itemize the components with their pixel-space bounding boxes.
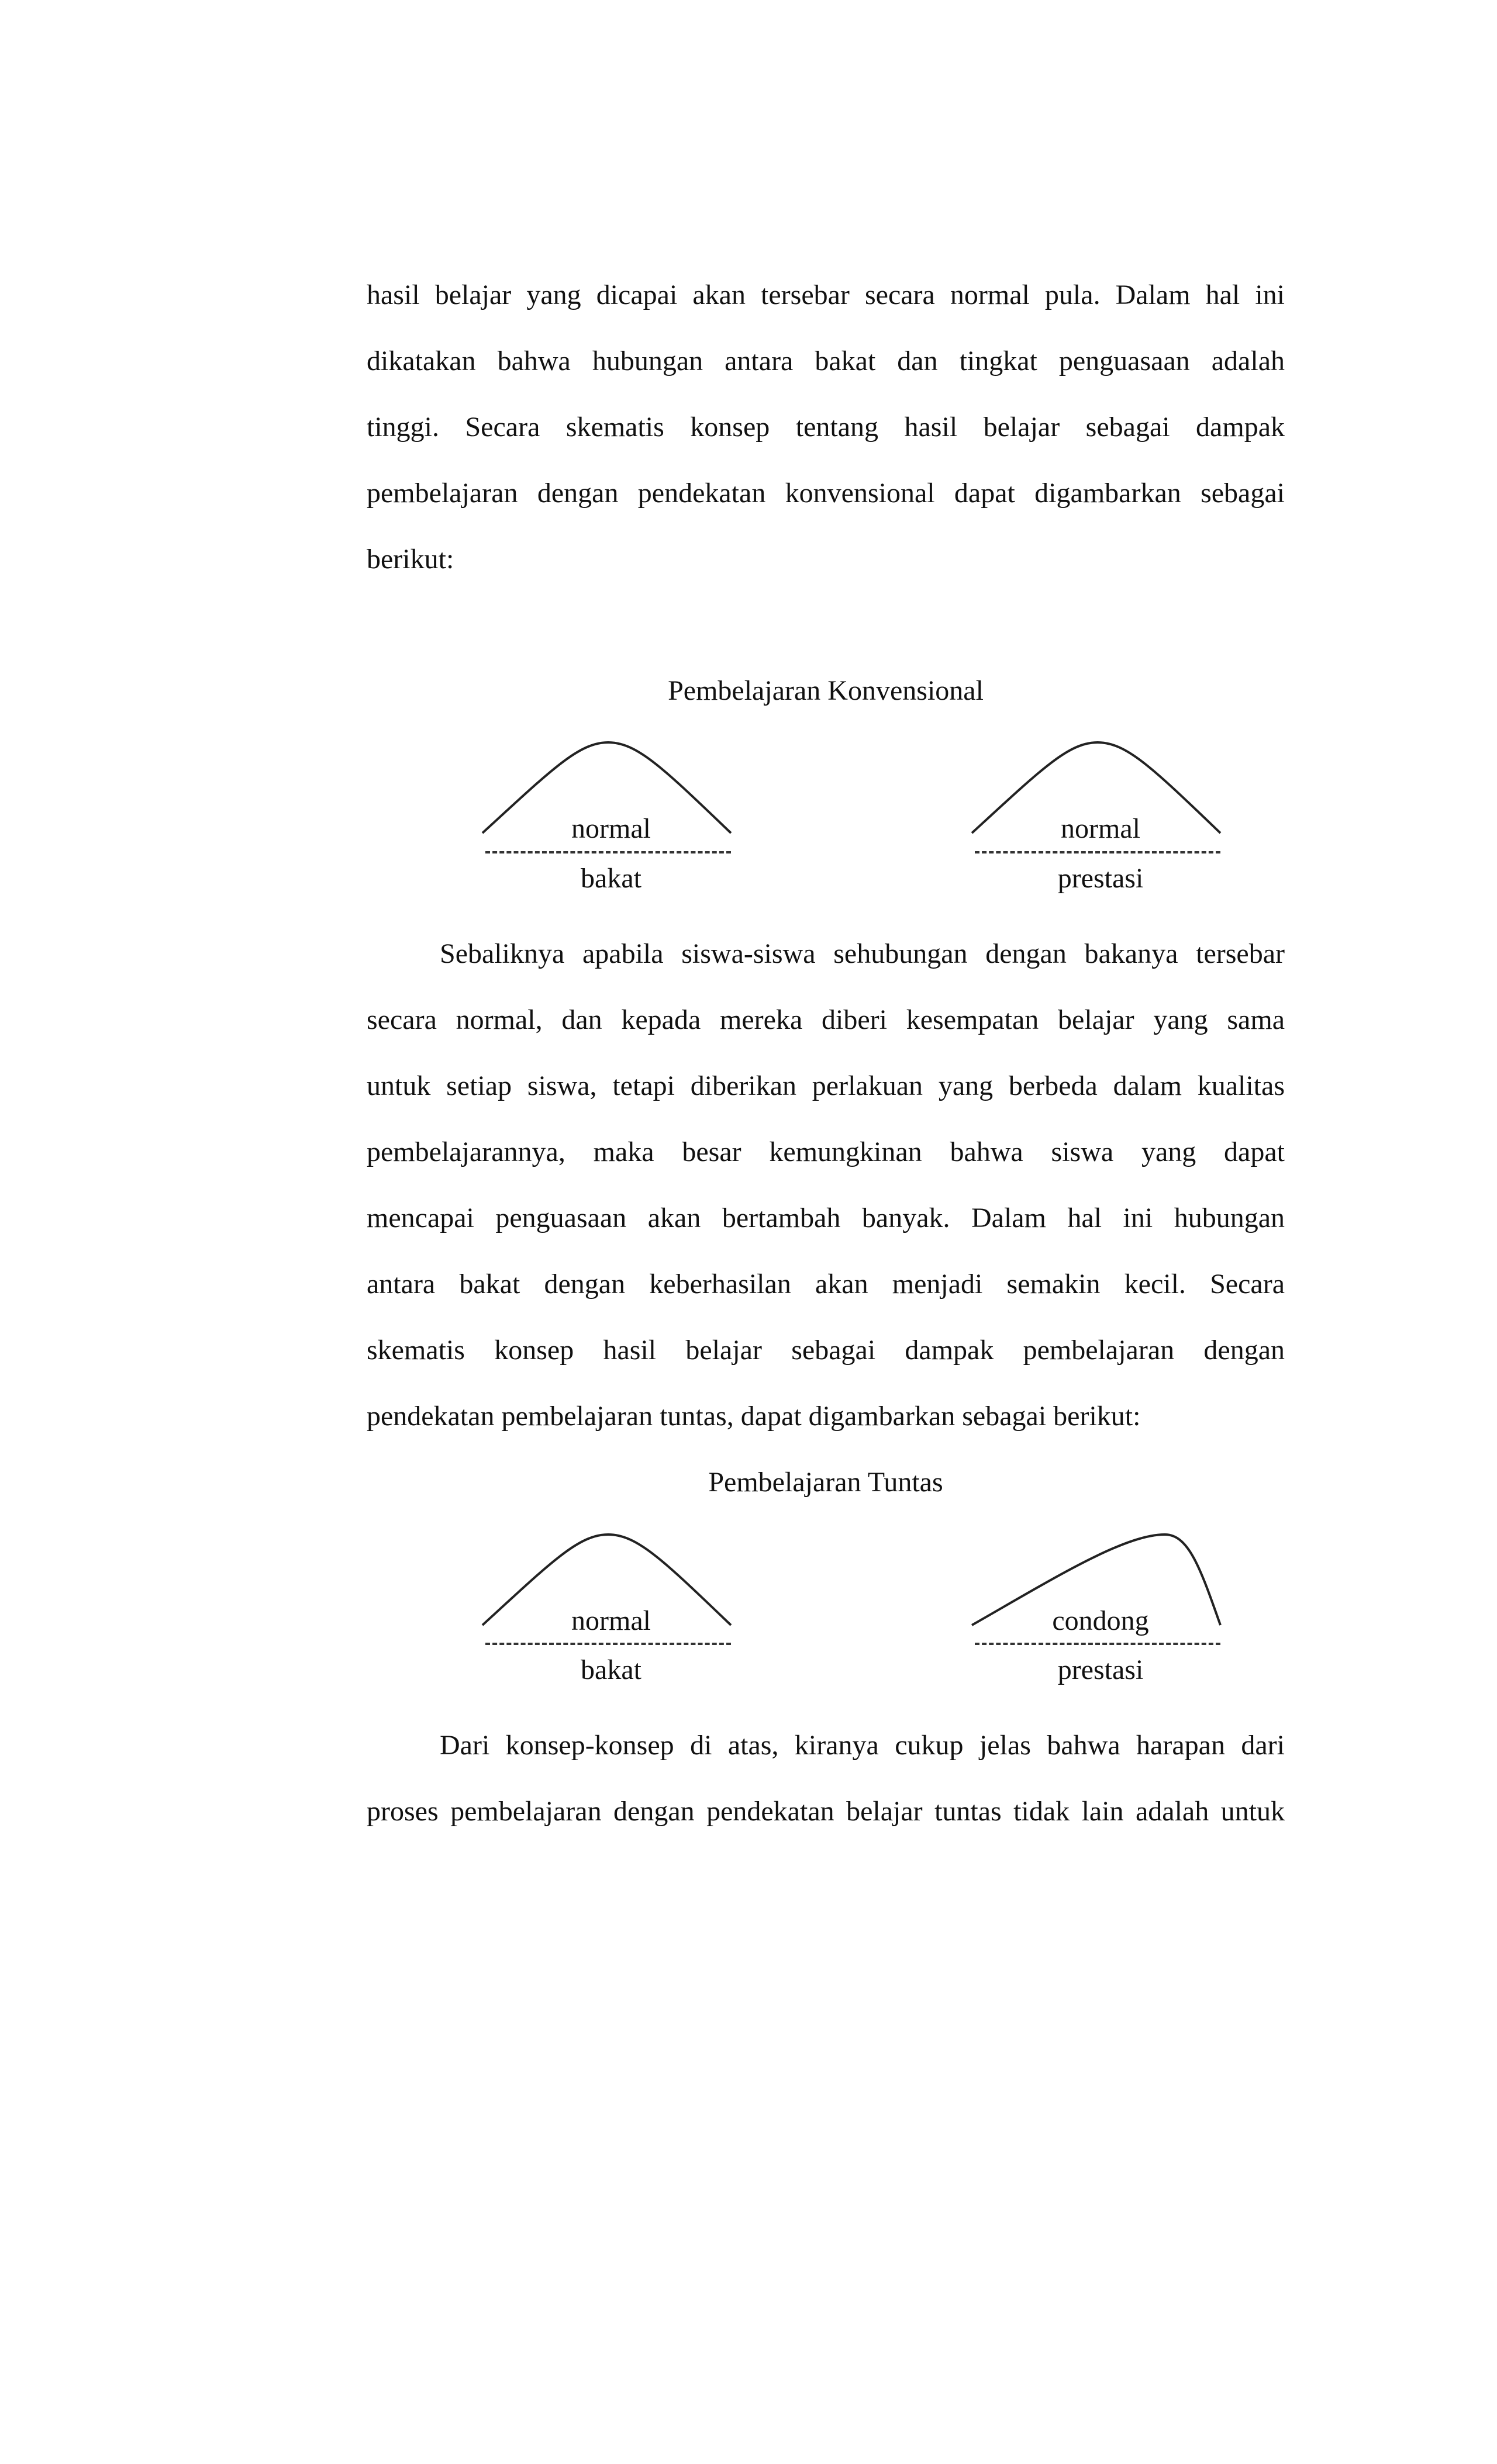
text-line: Dari konsep-konsep di atas, kiranya cukup jelas bahwa harapan dari [440,1730,1285,1761]
text-line: mencapai penguasaan akan bertambah banyak. Dalam hal ini hubungan [367,1202,1285,1233]
text-line: pembelajarannya, maka besar kemungkinan bahwa siswa yang dapat [367,1136,1285,1167]
text-line: berikut: [367,544,454,575]
figure-title: Pembelajaran Tuntas [708,1467,943,1498]
curve-label-bottom: prestasi [1057,1654,1144,1685]
curve-label-bottom: bakat [581,863,641,894]
curve-label-bottom: prestasi [1057,863,1144,894]
text-line: tinggi. Secara skematis konsep tentang hasil belajar sebagai dampak [367,412,1285,443]
text-line: Sebaliknya apabila siswa-siswa sehubungan dengan bakanya tersebar [440,938,1285,969]
text-line: secara normal, dan kepada mereka diberi kesempatan belajar yang sama [367,1004,1285,1035]
curve-label-bottom: bakat [581,1654,641,1685]
figure-title: Pembelajaran Konvensional [668,675,984,706]
curve-label-top: normal [1061,813,1140,844]
text-line: pembelajaran dengan pendekatan konvensional dapat digambarkan sebagai [367,478,1285,509]
text-line: pendekatan pembelajaran tuntas, dapat digambarkan sebagai berikut: [367,1401,1141,1432]
dashed-baseline [975,1643,1220,1645]
text-line: hasil belajar yang dicapai akan tersebar secara normal pula. Dalam hal ini [367,279,1285,310]
text-line: antara bakat dengan keberhasilan akan menjadi semakin kecil. Secara [367,1269,1285,1300]
dashed-baseline [975,851,1220,853]
text-line: skematis konsep hasil belajar sebagai dampak pembelajaran dengan [367,1335,1285,1366]
text-line: proses pembelajaran dengan pendekatan belajar tuntas tidak lain adalah untuk [367,1796,1285,1827]
curve-label-top: condong [1052,1605,1149,1636]
text-line: dikatakan bahwa hubungan antara bakat dan tingkat penguasaan adalah [367,345,1285,376]
dashed-baseline [485,851,731,853]
text-line: untuk setiap siswa, tetapi diberikan perlakuan yang berbeda dalam kualitas [367,1070,1285,1101]
curve-label-top: normal [571,1605,651,1636]
dashed-baseline [485,1643,731,1645]
curve-label-top: normal [571,813,651,844]
